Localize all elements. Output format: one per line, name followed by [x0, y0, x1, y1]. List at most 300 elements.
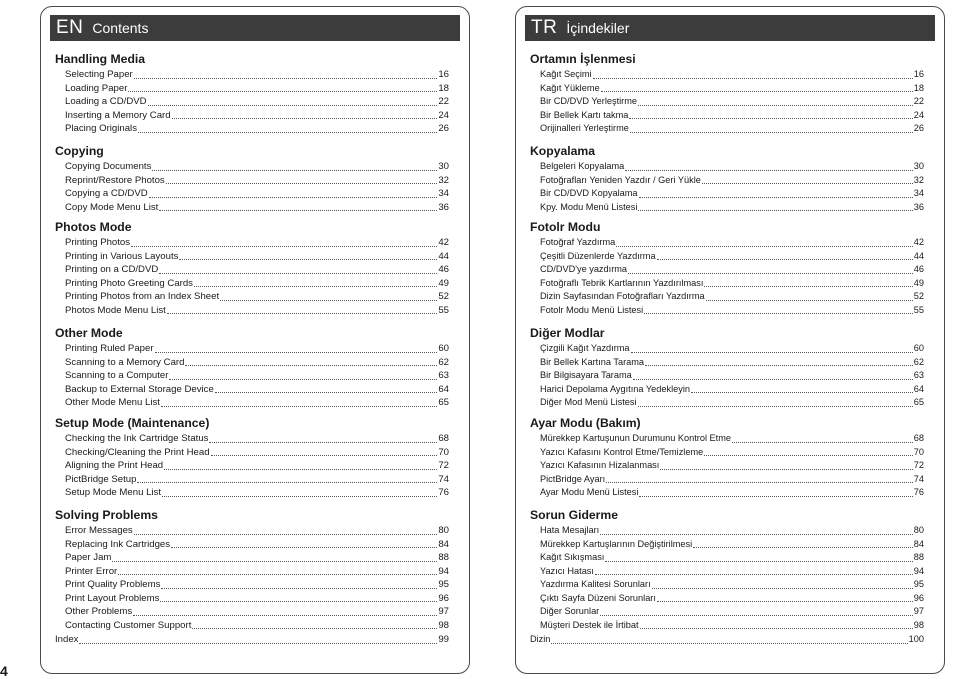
dot-leader	[629, 118, 912, 119]
toc-section-title[interactable]: Handling Media	[55, 52, 146, 66]
toc-entry-label: Bir CD/DVD Kopyalama	[540, 188, 638, 198]
toc-entry-label: Kağıt Seçimi	[540, 69, 592, 79]
toc-section	[530, 143, 924, 214]
toc-entry-page: 46	[438, 264, 449, 275]
toc-entry[interactable]	[55, 538, 449, 552]
toc-section	[530, 51, 924, 136]
toc-entry-page: 65	[438, 397, 449, 408]
toc-entry-label: Printing in Various Layouts	[65, 250, 179, 262]
toc-entry-label: Fotoğrafları Yeniden Yazdır / Geri Yükle	[540, 174, 701, 185]
toc-entry[interactable]	[55, 290, 449, 304]
toc-entry[interactable]	[55, 473, 449, 487]
dot-leader	[625, 170, 912, 171]
toc-entry-page: 74	[913, 473, 924, 484]
dot-leader	[638, 105, 913, 106]
toc-entry-label: Index	[55, 634, 79, 645]
toc-entry[interactable]	[55, 551, 449, 565]
dot-leader	[138, 132, 437, 133]
toc-entry-label: Contacting Customer Support	[65, 619, 192, 631]
toc-entry[interactable]	[55, 342, 449, 356]
toc-entry-label: Replacing Ink Cartridges	[65, 538, 171, 550]
dot-leader	[606, 482, 913, 483]
toc-entry-label: Photos Mode Menu List	[65, 304, 166, 316]
toc-index-entry[interactable]	[55, 633, 449, 647]
toc-entry-page: 60	[438, 343, 449, 354]
toc-entry-label: Hata Mesajları	[540, 525, 600, 535]
toc-entry-label: Printer Error	[65, 565, 118, 577]
toc-entry-page: 95	[438, 579, 449, 590]
toc-entry-label: Bir CD/DVD Yerleştirme	[540, 96, 638, 106]
toc-entry-label: Dizin Sayfasından Fotoğrafları Yazdırma	[540, 291, 705, 301]
toc-entry-page: 96	[913, 592, 924, 603]
toc-section-title[interactable]: Solving Problems	[55, 508, 158, 522]
toc-entry-page: 72	[913, 460, 924, 470]
toc-entry-label: Checking/Cleaning the Print Head	[65, 446, 210, 458]
toc-entry[interactable]	[55, 578, 449, 592]
toc-entry[interactable]	[530, 459, 924, 473]
toc-entry[interactable]	[530, 551, 924, 565]
toc-entry[interactable]	[55, 369, 449, 383]
toc-entry-page: 62	[438, 356, 449, 368]
toc-entry[interactable]	[530, 174, 924, 188]
toc-section	[55, 219, 449, 317]
toc-entry-page: 99	[438, 634, 449, 645]
toc-entry-page: 32	[438, 174, 449, 186]
toc-entry-label: Printing Photos from an Index Sheet	[65, 291, 220, 302]
dot-leader	[638, 210, 912, 211]
toc-entry-label: Belgeleri Kopyalama	[540, 161, 625, 171]
dot-leader	[551, 643, 907, 644]
toc-entry[interactable]	[530, 304, 924, 318]
toc-entry-label: Printing on a CD/DVD	[65, 264, 159, 275]
toc-entry-page: 84	[438, 538, 449, 550]
dot-leader	[600, 615, 913, 616]
toc-entry-label: Ayar Modu Menü Listesi	[540, 487, 639, 497]
toc-entry-page: 55	[438, 304, 449, 316]
dot-leader	[660, 469, 912, 470]
toc-entry[interactable]	[530, 524, 924, 538]
dot-leader	[155, 352, 438, 353]
toc-entry[interactable]	[55, 356, 449, 370]
toc-entry-label: Bir Bellek Kartına Tarama	[540, 356, 644, 367]
dot-leader	[179, 259, 437, 260]
toc-entry[interactable]	[55, 236, 449, 250]
toc-entry-page: 100	[908, 634, 924, 644]
toc-section-title[interactable]: Setup Mode (Maintenance)	[55, 416, 210, 430]
toc-entry-label: Fotoğraf Yazdırma	[540, 237, 616, 247]
toc-entry-page: 98	[438, 619, 449, 631]
dot-leader	[128, 91, 437, 92]
toc-panel-en	[40, 6, 470, 674]
toc-entry-label: Çizgili Kağıt Yazdırma	[540, 343, 630, 353]
toc-entry[interactable]	[530, 383, 924, 397]
toc-entry-page: 16	[438, 69, 449, 80]
toc-entry[interactable]	[530, 95, 924, 109]
toc-entry-page: 80	[438, 525, 449, 536]
dot-leader	[593, 78, 913, 79]
toc-entry[interactable]	[530, 160, 924, 174]
toc-entry-label: Fotoğraflı Tebrik Kartlarının Yazdırılması	[540, 277, 704, 288]
toc-entry-label: Print Layout Problems	[65, 592, 160, 604]
toc-header-en	[50, 15, 460, 41]
toc-entry-label: Kağıt Sıkışması	[540, 552, 605, 562]
toc-entry-page: 22	[438, 96, 449, 107]
toc-entry[interactable]	[55, 565, 449, 579]
toc-section	[530, 507, 924, 632]
dot-leader	[192, 628, 437, 629]
toc-entry-label: Yazdırma Kalitesi Sorunları	[540, 579, 651, 589]
toc-entry-label: Kpy. Modu Menü Listesi	[540, 201, 638, 212]
dot-leader	[166, 183, 438, 184]
toc-entry[interactable]	[530, 187, 924, 201]
toc-entry-page: 16	[913, 69, 924, 79]
toc-entry-page: 65	[913, 397, 924, 407]
toc-entry-page: 76	[913, 487, 924, 497]
toc-section-title[interactable]: Ortamın İşlenmesi	[530, 52, 636, 66]
toc-entry[interactable]	[55, 68, 449, 82]
toc-entry-page: 68	[913, 433, 924, 443]
toc-entry-label: Yazıcı Hatası	[540, 565, 594, 576]
toc-entry-label: PictBridge Setup	[65, 473, 137, 485]
toc-section-title[interactable]: Kopyalama	[530, 144, 596, 158]
dot-leader	[639, 496, 912, 497]
toc-entry-label: Placing Originals	[65, 123, 137, 134]
dot-leader	[628, 273, 913, 274]
toc-entry-label: Çıktı Sayfa Düzeni Sorunları	[540, 592, 656, 603]
toc-entry[interactable]	[530, 356, 924, 370]
toc-entry-page: 44	[913, 250, 924, 261]
dot-leader	[645, 365, 913, 366]
toc-section-title[interactable]: Fotolr Modu	[530, 220, 601, 234]
toc-entry[interactable]	[530, 578, 924, 592]
toc-entry[interactable]	[55, 396, 449, 410]
dot-leader	[732, 442, 913, 443]
toc-entry-label: Setup Mode Menu List	[65, 487, 161, 498]
toc-entry[interactable]	[55, 383, 449, 397]
toc-entry-label: Scanning to a Memory Card	[65, 356, 185, 368]
page-number: 4	[0, 663, 8, 679]
toc-entry-page: 18	[438, 82, 449, 94]
toc-entry-label: Aligning the Print Head	[65, 460, 164, 471]
toc-entry[interactable]	[530, 369, 924, 383]
dot-leader	[133, 615, 437, 616]
dot-leader	[148, 105, 438, 106]
toc-section-title[interactable]: Copying	[55, 144, 104, 158]
toc-entry-page: 44	[438, 250, 449, 262]
toc-header-tr	[525, 15, 935, 41]
toc-entry[interactable]	[55, 619, 449, 633]
dot-leader	[160, 601, 437, 602]
toc-entry[interactable]	[530, 250, 924, 264]
toc-entry-label: Mürekkep Kartuşunun Durumunu Kontrol Etme	[540, 433, 731, 443]
toc-entry-label: Copy Mode Menu List	[65, 201, 159, 213]
toc-entry-label: Dizin	[530, 634, 551, 644]
toc-entry-label: Print Quality Problems	[65, 579, 161, 590]
toc-entry-label: Paper Jam	[65, 552, 112, 563]
toc-entry-page: 36	[913, 201, 924, 212]
toc-section	[530, 219, 924, 317]
toc-entry[interactable]	[55, 174, 449, 188]
dot-leader	[657, 601, 913, 602]
dot-leader	[693, 547, 913, 548]
toc-entry[interactable]	[55, 95, 449, 109]
toc-index-entry[interactable]	[530, 633, 924, 647]
toc-entry-page: 49	[913, 277, 924, 288]
toc-index-row	[530, 633, 924, 647]
toc-section-title[interactable]: Photos Mode	[55, 220, 132, 234]
toc-entry-page: 24	[438, 109, 449, 121]
toc-entry-label: Loading Paper	[65, 82, 128, 94]
toc-entry-label: Backup to External Storage Device	[65, 383, 214, 395]
toc-entry-label: Copying Documents	[65, 161, 152, 172]
toc-entry-page: 34	[438, 188, 449, 199]
toc-entry-label: Scanning to a Computer	[65, 370, 169, 381]
dot-leader	[159, 273, 437, 274]
toc-section-title[interactable]: Ayar Modu (Bakım)	[530, 416, 641, 430]
toc-entry-page: 63	[438, 370, 449, 381]
toc-section-title[interactable]: Other Mode	[55, 326, 123, 340]
toc-entry-page: 34	[913, 188, 924, 198]
dot-leader	[164, 469, 437, 470]
toc-entry-page: 84	[913, 538, 924, 549]
toc-entry[interactable]	[55, 263, 449, 277]
toc-entry-page: 68	[438, 433, 449, 444]
dot-leader	[172, 118, 438, 119]
dot-leader	[209, 442, 437, 443]
toc-entry-page: 36	[438, 201, 449, 213]
toc-entry-label: PictBridge Ayarı	[540, 473, 606, 484]
toc-entry[interactable]	[530, 201, 924, 215]
toc-entry[interactable]	[55, 201, 449, 215]
toc-entry-label: Reprint/Restore Photos	[65, 174, 165, 186]
dot-leader	[167, 313, 438, 314]
toc-entry[interactable]	[530, 342, 924, 356]
dot-leader	[215, 392, 438, 393]
toc-entry-page: 63	[913, 370, 924, 380]
toc-entry-label: Loading a CD/DVD	[65, 96, 147, 107]
toc-entry[interactable]	[55, 459, 449, 473]
toc-section	[55, 51, 449, 136]
toc-entry[interactable]	[55, 446, 449, 460]
toc-entry[interactable]	[55, 109, 449, 123]
toc-entry-label: Orijinalleri Yerleştirme	[540, 123, 629, 133]
dot-leader	[640, 628, 913, 629]
toc-entry-label: Müşteri Destek ile İrtibat	[540, 619, 639, 630]
toc-section-title[interactable]: Sorun Giderme	[530, 508, 619, 522]
toc-entry-page: 70	[438, 446, 449, 458]
toc-entry-page: 60	[913, 343, 924, 353]
language-code: EN	[56, 17, 84, 38]
toc-entry[interactable]	[530, 396, 924, 410]
toc-entry[interactable]	[530, 565, 924, 579]
dot-leader	[169, 379, 437, 380]
toc-entry-page: 49	[438, 277, 449, 289]
toc-entry-page: 80	[913, 525, 924, 535]
toc-entry[interactable]	[530, 486, 924, 500]
toc-entry-label: CD/DVD'ye yazdırma	[540, 264, 628, 274]
toc-entry[interactable]	[55, 250, 449, 264]
toc-entry-page: 26	[913, 123, 924, 133]
toc-entry[interactable]	[530, 263, 924, 277]
toc-entry-page: 64	[913, 383, 924, 394]
toc-entry-page: 76	[438, 487, 449, 498]
toc-entry-label: Inserting a Memory Card	[65, 109, 171, 121]
toc-entry-page: 52	[913, 291, 924, 301]
toc-section	[55, 507, 449, 632]
dot-leader	[691, 392, 913, 393]
toc-entry-page: 22	[913, 96, 924, 106]
dot-leader	[630, 132, 913, 133]
toc-entry-label: Harici Depolama Aygıtına Yedekleyin	[540, 383, 690, 394]
toc-entry-label: Selecting Paper	[65, 69, 133, 80]
dot-leader	[152, 170, 437, 171]
toc-entry[interactable]	[530, 605, 924, 619]
toc-entry-label: Bir Bilgisayara Tarama	[540, 370, 632, 380]
toc-entry[interactable]	[55, 605, 449, 619]
toc-section	[530, 325, 924, 410]
dot-leader	[702, 183, 913, 184]
toc-section-title[interactable]: Diğer Modlar	[530, 326, 605, 340]
toc-entry-label: Diğer Sorunlar	[540, 606, 600, 616]
dot-leader	[631, 352, 913, 353]
toc-entry[interactable]	[530, 473, 924, 487]
dot-leader	[657, 259, 913, 260]
toc-entry-label: Other Mode Menu List	[65, 397, 160, 408]
toc-entry-page: 88	[438, 552, 449, 563]
toc-entry[interactable]	[55, 187, 449, 201]
toc-entry-label: Fotolr Modu Menü Listesi	[540, 304, 644, 315]
toc-index-row	[55, 633, 449, 647]
toc-panel-tr	[515, 6, 945, 674]
toc-entry[interactable]	[530, 109, 924, 123]
dot-leader	[112, 561, 437, 562]
toc-entry-label: Checking the Ink Cartridge Status	[65, 433, 209, 444]
dot-leader	[600, 534, 913, 535]
dot-leader	[638, 406, 913, 407]
dot-leader	[161, 406, 437, 407]
toc-title: Contents	[92, 20, 149, 36]
dot-leader	[118, 574, 437, 575]
dot-leader	[137, 482, 437, 483]
toc-entry[interactable]	[55, 277, 449, 291]
language-code: TR	[531, 17, 558, 38]
toc-entry-label: Mürekkep Kartuşlarının Değiştirilmesi	[540, 538, 693, 549]
toc-entry[interactable]	[530, 122, 924, 136]
dot-leader	[639, 197, 913, 198]
toc-entry[interactable]	[530, 538, 924, 552]
toc-entry-label: Copying a CD/DVD	[65, 188, 148, 199]
toc-entry-page: 72	[438, 460, 449, 471]
toc-entry[interactable]	[530, 446, 924, 460]
toc-entry[interactable]	[530, 236, 924, 250]
toc-entry-label: Error Messages	[65, 525, 133, 536]
dot-leader	[149, 197, 438, 198]
toc-entry-page: 88	[913, 552, 924, 562]
dot-leader	[706, 300, 913, 301]
toc-entry-page: 97	[438, 606, 449, 617]
dot-leader	[185, 365, 437, 366]
toc-entry[interactable]	[530, 290, 924, 304]
toc-entry-page: 70	[913, 446, 924, 457]
toc-section	[55, 415, 449, 500]
toc-entry-page: 94	[438, 565, 449, 577]
toc-entry[interactable]	[55, 82, 449, 96]
toc-entry-page: 52	[438, 291, 449, 302]
toc-entry-label: Other Problems	[65, 606, 133, 617]
toc-entry-page: 98	[913, 619, 924, 630]
toc-entry-page: 94	[913, 565, 924, 576]
dot-leader	[704, 286, 912, 287]
toc-entry[interactable]	[530, 68, 924, 82]
toc-entry-page: 42	[438, 237, 449, 248]
toc-entry-page: 97	[913, 606, 924, 616]
toc-entry[interactable]	[530, 432, 924, 446]
toc-entry[interactable]	[55, 432, 449, 446]
toc-entry[interactable]	[55, 592, 449, 606]
toc-title: İçindekiler	[566, 20, 630, 36]
dot-leader	[616, 246, 913, 247]
toc-entry-label: Yazıcı Kafasının Hizalanması	[540, 460, 660, 470]
toc-section	[55, 325, 449, 410]
toc-entry-page: 18	[913, 82, 924, 93]
toc-entry[interactable]	[55, 524, 449, 538]
dot-leader	[131, 246, 437, 247]
toc-entry[interactable]	[55, 160, 449, 174]
toc-entry-page: 30	[438, 161, 449, 172]
toc-entry-label: Printing Photo Greeting Cards	[65, 277, 193, 289]
dot-leader	[159, 210, 437, 211]
dot-leader	[704, 455, 913, 456]
toc-entry-page: 95	[913, 579, 924, 589]
toc-section	[55, 143, 449, 214]
toc-entry[interactable]	[530, 619, 924, 633]
dot-leader	[134, 534, 438, 535]
toc-entry-label: Printing Photos	[65, 237, 131, 248]
toc-entry-label: Diğer Mod Menü Listesi	[540, 397, 637, 407]
dot-leader	[162, 496, 437, 497]
dot-leader	[161, 588, 437, 589]
toc-section	[530, 415, 924, 500]
dot-leader	[652, 588, 913, 589]
toc-entry-page: 55	[913, 304, 924, 315]
dot-leader	[633, 379, 913, 380]
toc-entry-page: 46	[913, 264, 924, 274]
toc-entry-page: 24	[913, 109, 924, 120]
toc-entry[interactable]	[55, 122, 449, 136]
toc-entry[interactable]	[55, 304, 449, 318]
toc-entry-page: 32	[913, 174, 924, 185]
toc-entry[interactable]	[530, 592, 924, 606]
toc-entry-page: 26	[438, 123, 449, 134]
dot-leader	[171, 547, 437, 548]
toc-entry-label: Kağıt Yükleme	[540, 82, 600, 93]
dot-leader	[595, 574, 913, 575]
toc-entry[interactable]	[530, 82, 924, 96]
dot-leader	[644, 313, 913, 314]
dot-leader	[211, 455, 438, 456]
dot-leader	[194, 286, 437, 287]
toc-entry-page: 30	[913, 161, 924, 171]
dot-leader	[220, 300, 437, 301]
toc-entry[interactable]	[530, 277, 924, 291]
toc-entry-page: 42	[913, 237, 924, 247]
toc-entry-page: 96	[438, 592, 449, 604]
dot-leader	[601, 91, 913, 92]
toc-entry-page: 64	[438, 383, 449, 395]
toc-entry-label: Printing Ruled Paper	[65, 343, 154, 354]
toc-entry-label: Çeşitli Düzenlerde Yazdırma	[540, 250, 656, 261]
toc-entry[interactable]	[55, 486, 449, 500]
